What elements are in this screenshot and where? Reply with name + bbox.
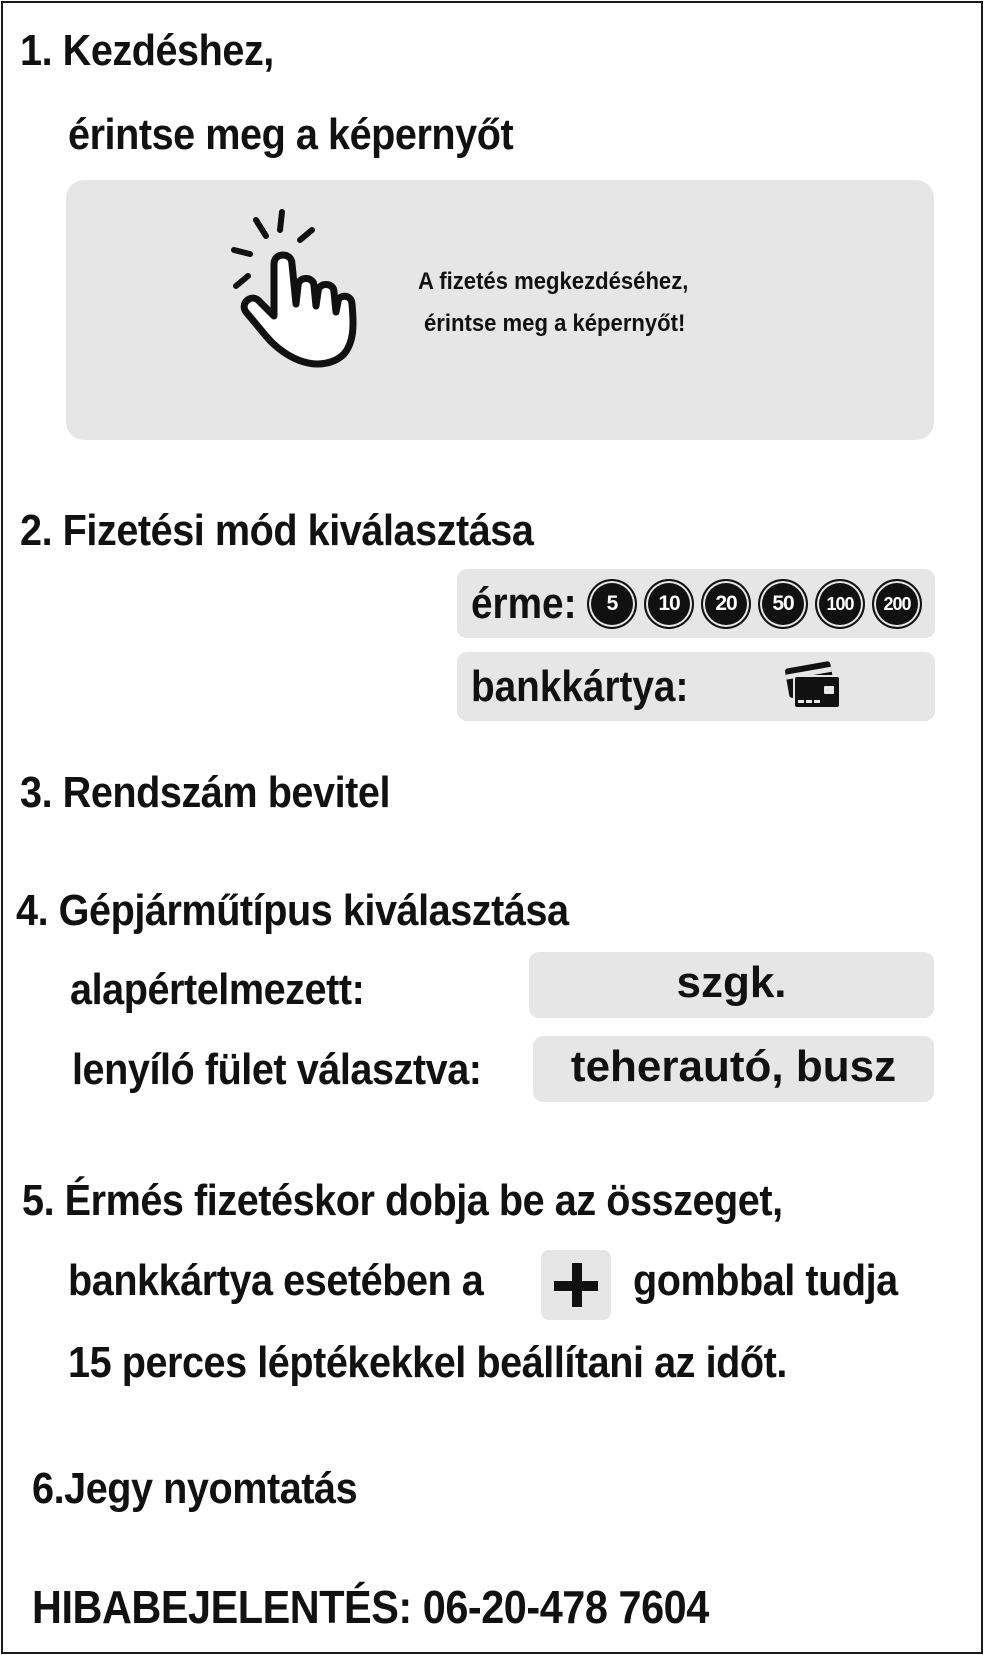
coin-200-icon: 200 bbox=[872, 579, 922, 629]
default-vehicle-label: alapértelmezett: bbox=[70, 965, 365, 1014]
card-payment-option[interactable] bbox=[457, 652, 935, 721]
step5-line2-before: bankkártya esetében a bbox=[68, 1256, 484, 1305]
touch-screen-text-line1: A fizetés megkezdéséhez, bbox=[418, 268, 689, 295]
step1-title: 1. Kezdéshez, bbox=[20, 26, 274, 75]
card-label: bankkártya: bbox=[471, 662, 689, 711]
coin-5-icon: 5 bbox=[587, 579, 637, 629]
credit-card-icon bbox=[782, 658, 846, 714]
coin-label: érme: bbox=[471, 579, 577, 628]
coin-50-icon: 50 bbox=[758, 579, 808, 629]
step5-line3: 15 perces léptékekkel beállítani az időt. bbox=[68, 1338, 787, 1387]
error-report-hotline: HIBABEJELENTÉS: 06-20-478 7604 bbox=[32, 1581, 709, 1633]
step1-subtitle: érintse meg a képernyőt bbox=[68, 110, 514, 159]
step3-title: 3. Rendszám bevitel bbox=[20, 768, 390, 817]
coin-payment-option[interactable] bbox=[457, 569, 935, 638]
coin-20-icon: 20 bbox=[701, 579, 751, 629]
touch-screen-text-line2: érintse meg a képernyőt! bbox=[424, 310, 686, 337]
coin-10-icon: 10 bbox=[644, 579, 694, 629]
default-vehicle-value: szgk. bbox=[676, 958, 787, 1007]
plus-icon bbox=[541, 1250, 611, 1320]
step6-title: 6.Jegy nyomtatás bbox=[32, 1464, 358, 1513]
step5-line1: 5. Érmés fizetéskor dobja be az összeget, bbox=[22, 1176, 783, 1225]
step2-title: 2. Fizetési mód kiválasztása bbox=[20, 506, 534, 555]
touch-screen-panel[interactable] bbox=[66, 180, 934, 440]
touch-hand-icon bbox=[226, 208, 376, 368]
dropdown-vehicle-label: lenyíló fület választva: bbox=[72, 1045, 482, 1094]
default-vehicle-box[interactable] bbox=[529, 952, 934, 1018]
coin-100-icon: 100 bbox=[815, 579, 865, 629]
step5-line2-after: gombbal tudja bbox=[633, 1256, 898, 1305]
dropdown-vehicle-box[interactable] bbox=[533, 1036, 934, 1102]
step4-title: 4. Gépjárműtípus kiválasztása bbox=[16, 886, 569, 935]
plus-button[interactable] bbox=[541, 1250, 611, 1320]
dropdown-vehicle-value: teherautó, busz bbox=[570, 1042, 897, 1091]
